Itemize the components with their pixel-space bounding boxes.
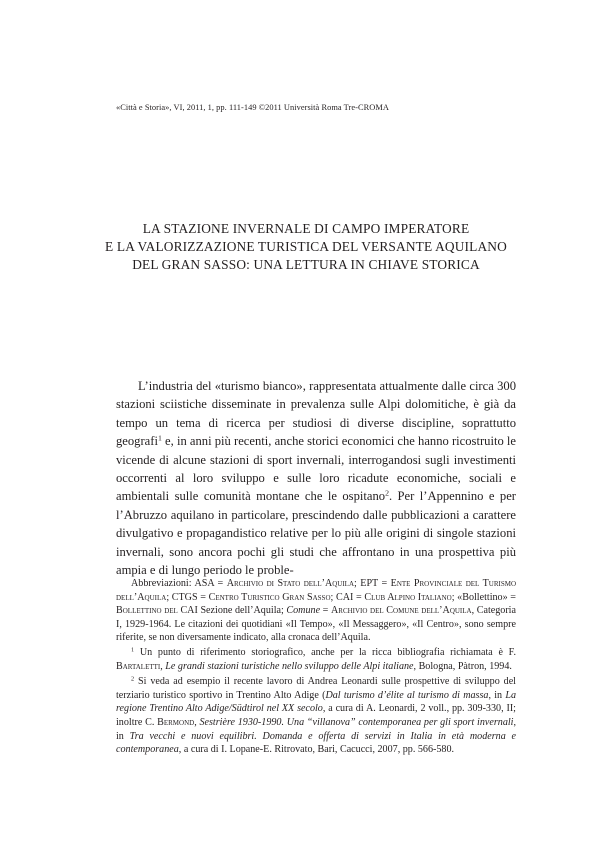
note-text: ; CAI = (330, 591, 365, 603)
footnote-1 (116, 646, 516, 673)
author-name: Bartaletti (116, 661, 161, 673)
note-text: , a cura di A. Leonardi, 2 voll., pp. 309-330, II; inoltre C. (116, 703, 516, 728)
abbr-expansion: Bollettino del CAI (116, 605, 198, 617)
paragraph (116, 377, 516, 579)
note-text: = (320, 605, 331, 617)
abbr-expansion: Ente Provinciale del Turismo dell’Aquila (116, 578, 516, 603)
note-text: ; EPT = (354, 578, 391, 589)
body-text (116, 377, 516, 579)
note-text: , Categoria I, 1929-1964. Le citazioni dei quotidiani «Il Tempo», «Il Messaggero», «Il Centro», sono sempre riferite, se non diversamente indicato, alla cronaca dell’Aquila. (116, 605, 516, 644)
footnotes (116, 577, 516, 758)
note-text: , (194, 716, 200, 728)
abbr-expansion: Club Alpino Italiano (364, 591, 452, 603)
running-header: «Città e Storia», VI, 2011, 1, pp. 111-149 ©2011 Università Roma Tre-CROMA (116, 103, 389, 112)
article-title (96, 220, 516, 274)
title-line: DEL GRAN SASSO: UNA LETTURA IN CHIAVE STORICA (132, 257, 480, 272)
paragraph-text: . Per l’Appennino e per l’Abruzzo aquilano in particolare, prescindendo dalle pubblicazioni a carattere divulgativo e propagandistico relative per lo più alle origini di singole stazioni invernali, sono ancora pochi gli studi che affrontano in una prospettiva più ampia e di lungo periodo le proble- (116, 489, 516, 578)
paragraph-text: e, in anni più recenti, anche storici economici che hanno ricostruito le vicende di alcune stazioni di sport invernali, interrogandosi sugli investimenti occorrenti al loro sviluppo e sulle loro ricadute economiche, sociali e ambientali sulle comunità montane che le ospitano (116, 434, 516, 504)
note-text: , a cura di I. Lopane-E. Ritrovato, Bari, Cacucci, 2007, pp. 566-580. (178, 744, 455, 756)
note-text: ; «Bollettino» = (451, 591, 516, 603)
abbr-expansion: Centro Turistico Gran Sasso (208, 591, 331, 603)
work-title: Sestrière 1930-1990. Una “villanova” contemporanea per gli sport invernali (199, 716, 514, 728)
abbreviations-note (116, 577, 516, 645)
footnote-2 (116, 675, 516, 757)
abbr-expansion: Archivio del Comune dell’Aquila (330, 605, 472, 617)
note-text: , in (488, 689, 506, 701)
note-text: , (160, 661, 166, 673)
note-text: Sezione dell’Aquila; (197, 605, 287, 617)
abbr-term: Comune (286, 605, 321, 617)
paragraph-text: L’industria del «turismo bianco», rappresentata attualmente dalle circa 300 stazioni sciistiche disseminate in prevalenza sulle Alpi dolomitiche, è già da tempo un tema di ricerca per studiosi di diverse discipline, soprattutto geografi (116, 379, 516, 449)
work-title: Dal turismo d’élite al turismo di massa (325, 689, 489, 701)
work-title: Le grandi stazioni turistiche nello sviluppo delle Alpi italiane (165, 661, 414, 673)
footnote-ref[interactable]: 2 (385, 488, 389, 498)
footnote-number: 2 (131, 675, 135, 683)
title-line: E LA VALORIZZAZIONE TURISTICA DEL VERSANTE AQUILANO (105, 239, 507, 254)
author-name: Bermond (157, 716, 195, 728)
footnote-ref[interactable]: 1 (157, 433, 162, 443)
note-text: Si veda ad esempio il recente lavoro di Andrea Leonardi sulle prospettive di sviluppo del terziario turistico sportivo in Trentino Alto Adige ( (116, 676, 516, 701)
note-text: ; CTGS = (166, 591, 209, 603)
footnote-number: 1 (131, 646, 135, 654)
note-text: , in (116, 716, 517, 742)
note-text: Un punto di riferimento storiografico, anche per la ricca bibliografia richiamata è F. (134, 647, 516, 659)
title-line: LA STAZIONE INVERNALE DI CAMPO IMPERATORE (142, 221, 470, 236)
abbr-expansion: Archivio di Stato dell’Aquila (226, 578, 355, 589)
work-title: La regione Trentino Alto Adige/Südtirol nel XX secolo (116, 689, 517, 715)
work-title: Tra vecchi e nuovi equilibri. Domanda e offerta di servizi in Italia in età moderna e contemporanea (116, 730, 517, 756)
note-text: Abbreviazioni: ASA = (131, 578, 227, 589)
note-text: , Bologna, Pàtron, 1994. (413, 661, 512, 673)
